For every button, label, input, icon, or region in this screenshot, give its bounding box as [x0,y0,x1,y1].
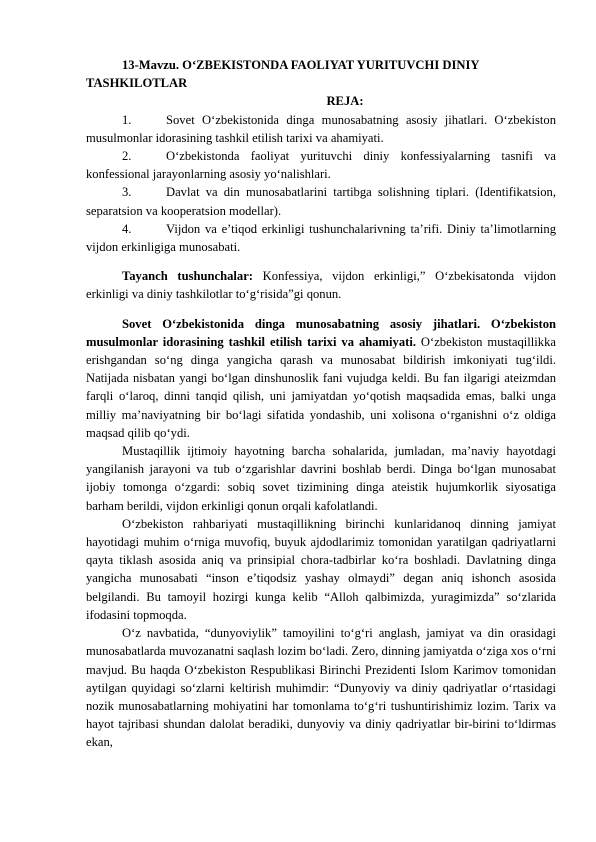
plan-list [86,111,556,257]
section-intro [86,315,556,442]
plan-item-number: 3. [122,185,132,200]
key-terms-text: Konfessiya, vijdon erkinligi,” O‘zbekisatonda vijdon erkinligi va diniy tashkilotlar to‘g‘risida”gi qonun. [86,269,556,302]
document-page [86,56,556,752]
plan-item [86,111,556,147]
plan-item-text: Davlat va din munosabatlarini tartibga solishning tiplari. (Identifikatsion, separatsion va kooperatsion modellar). [86,185,556,218]
section-heading: Sovet O‘zbekistonida dinga munosabatning asosiy jihatlari. O‘zbekiston musulmonlar idorasining tashkil etilish tarixi va ahamiyati. [86,316,556,349]
page-title [86,56,556,92]
body-paragraph: Mustaqillik ijtimoiy hayotning barcha sohalarida, jumladan, ma’naviy hayotdagi yangilanish jarayoni va tub o‘zgarishlar davrini boshlab berdi. Dinga bo‘lgan munosabat ijobiy tomonga o‘zgardi: sobiq sovet tizimining dinga ateistik hujumkorlik siyosatiga barham berildi, vijdon erkinligi qonun orqali kafolatlandi. [86,444,556,513]
key-terms [86,267,556,303]
title-line-1: 13-Mavzu. O‘ZBEKISTONDA FAOLIYAT YURITUVCHI DINIY [122,58,480,72]
plan-item [86,147,556,183]
section-lead: O‘zbekiston mustaqillikka erishgandan so‘ng dinga yangicha qarash va munosabat bildirish imkoniyati tug‘ildi. Natijada nisbatan yangi bo‘lgan dinshunoslik fani vujudga keldi. Bu fan ilgarigi ateizmdan farqli o‘laroq, dinni tanqid qilish, uni jamiyatdan yo‘qotish maqsadida emas, balki unga milliy ma’naviyatning bir bo‘lagi sifatida yondashib, uni xolisona o‘rganishni o‘z oldiga maqsad qilib qo‘ydi. [86,334,556,440]
plan-item-text: Sovet O‘zbekistonida dinga munosabatning asosiy jihatlari. O‘zbekiston musulmonlar idorasining tashkil etilish tarixi va ahamiyati. [86,112,556,145]
body-paragraph: O‘zbekiston rahbariyati mustaqillikning birinchi kunlaridanoq dinning jamiyat hayotidagi muhim o‘rniga muvofiq, buyuk ajdodlarimiz tomonidan yaratilgan qadriyatlarni qayta tiklash asosida aniq va prinsipial chora-tadbirlar ko‘ra boshladi. Davlatning dinga yangicha munosabati “inson e’tiqodsiz yashay olmaydi” degan aniq ishonch asosida belgilandi. Bu tamoyil hozirgi kunga kelib “Alloh qalbimizda, yuragimizda” so‘zlarida ifodasini topmoqda. [86,516,556,622]
plan-item [86,220,556,256]
plan-item-number: 2. [122,149,132,164]
plan-item-text: O‘zbekistonda faoliyat yurituvchi diniy konfessiyalarning tasnifi va konfessional jarayonlarning asosiy yo‘nalishlari. [86,149,556,182]
key-terms-label: Tayanch tushunchalar: [122,269,253,284]
title-line-2: TASHKILOTLAR [86,76,188,91]
plan-item-number: 1. [122,112,132,127]
plan-item-text: Vijdon va e’tiqod erkinligi tushunchalarivning ta’rifi. Diniy ta’limotlarning vijdon erkinligiga munosabati. [86,221,556,255]
plan-heading: REJA: [326,94,364,109]
plan-item [86,183,556,219]
body-paragraph: O‘z navbatida, “dunyoviylik” tamoyilini to‘g‘ri anglash, jamiyat va din orasidagi munosabatlarda muvozanatni saqlash lozim bo‘ladi. Zero, dinning jamiyatda o‘ziga xos o‘rni mavjud. Bu haqda O‘zbekiston Respublikasi Birinchi Prezidenti Islom Karimov tomonidan aytilgan quyidagi so‘zlarni keltirish muhimdir: “Dunyoviy va diniy qadriyatlar o‘rtasidagi nozik munosabatlarning mohiyatini har tomonlama to‘g‘ri tushuntirishimiz lozim. Tarix va hayot tajribasi shundan dalolat beradiki, dunyoviy va diniy qadriyatlar bir-birini to‘ldirmas ekan, [86,626,556,750]
plan-item-number: 4. [122,221,132,236]
